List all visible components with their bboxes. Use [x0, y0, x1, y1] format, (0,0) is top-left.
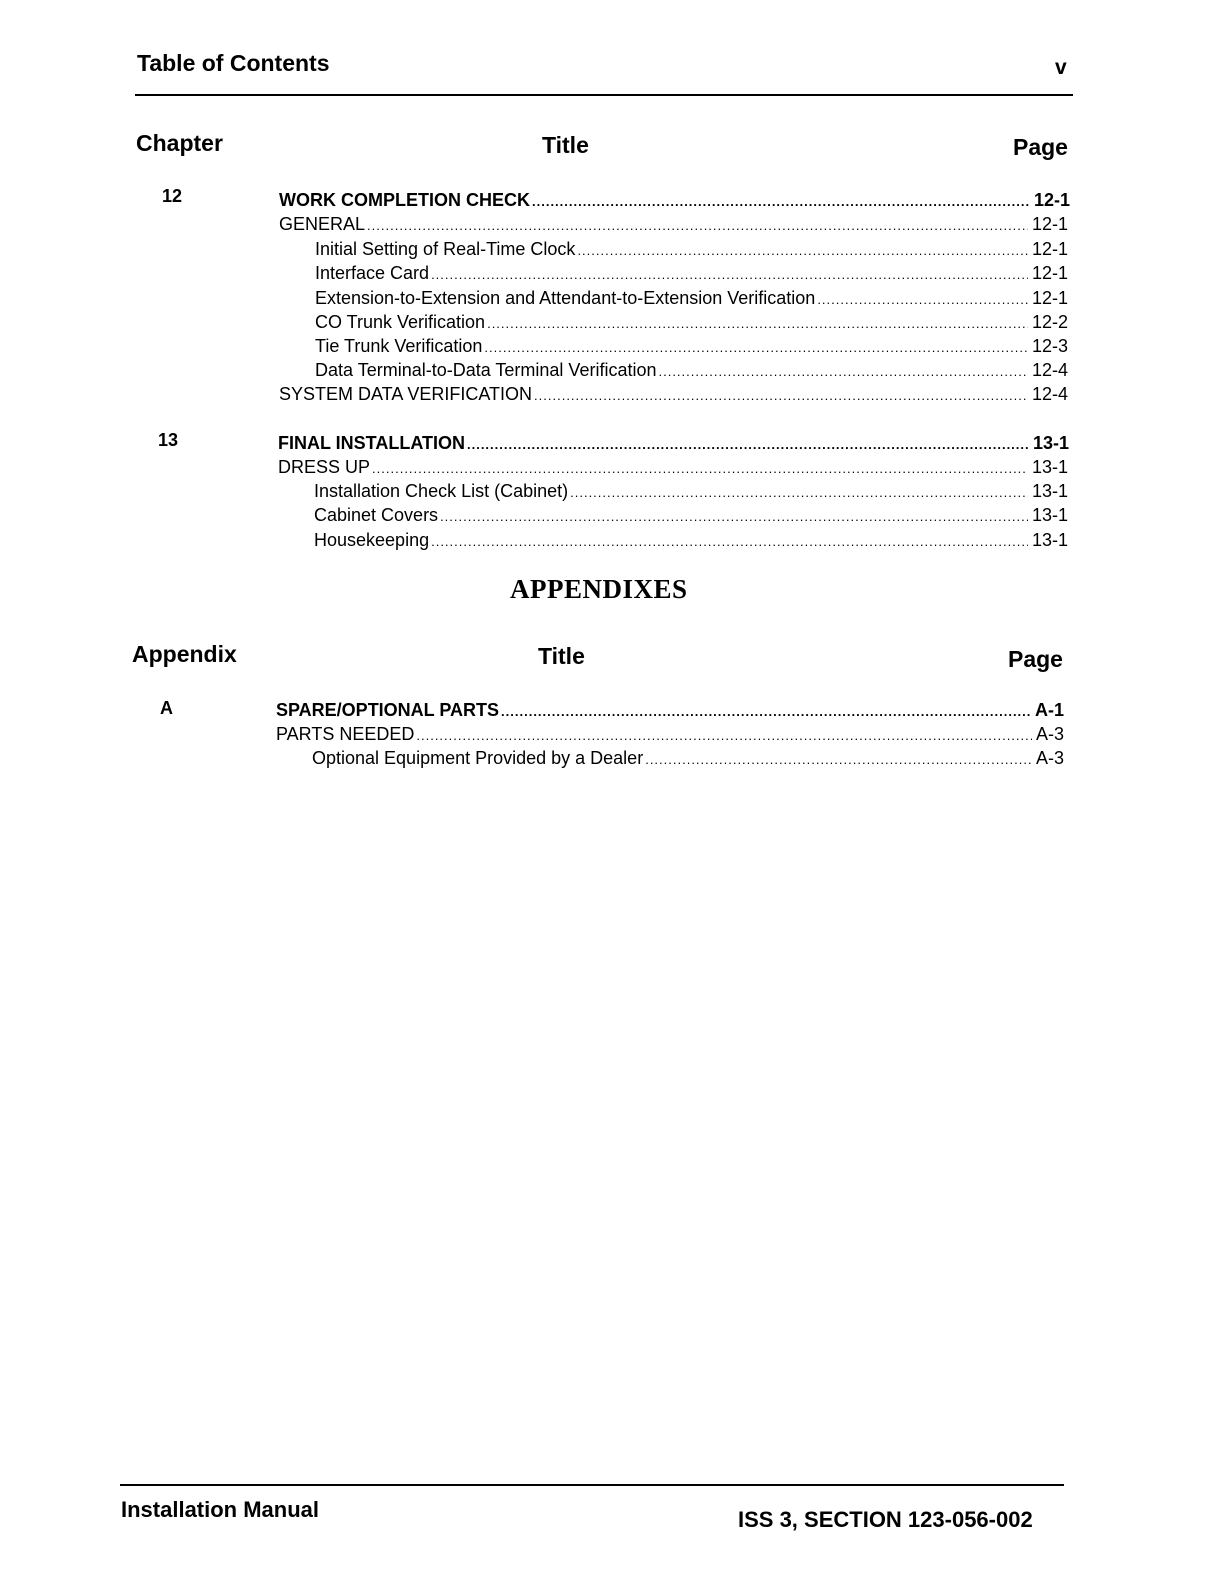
toc-entry[interactable] [314, 528, 1068, 552]
toc-entry-title: Housekeeping [314, 530, 430, 550]
toc-chapter-entry[interactable] [278, 431, 1069, 455]
toc-entry[interactable] [315, 334, 1068, 358]
toc-entry-page: 12-1 [1031, 288, 1068, 308]
leader-dots [817, 288, 1028, 312]
leader-dots [367, 214, 1028, 238]
toc-entry[interactable] [314, 479, 1068, 503]
leader-dots [501, 700, 1031, 724]
toc-entry-title: Initial Setting of Real-Time Clock [315, 239, 576, 259]
page-header-title: Table of Contents [137, 50, 330, 76]
leader-dots [645, 748, 1032, 772]
footer-manual-title: Installation Manual [121, 1497, 320, 1522]
toc-entry-title: DRESS UP [278, 457, 371, 477]
appendixes-heading: APPENDIXES [510, 574, 688, 604]
toc-entry[interactable] [315, 286, 1068, 310]
toc-entry-page: 12-2 [1031, 312, 1068, 332]
toc-entry[interactable] [315, 261, 1068, 285]
chapter-number: 13 [158, 430, 179, 450]
leader-dots [532, 190, 1030, 214]
appendix-letter: A [160, 698, 173, 718]
leader-dots [431, 263, 1028, 287]
toc-entry[interactable] [315, 237, 1068, 261]
toc-entry[interactable] [279, 212, 1068, 236]
leader-dots [372, 457, 1028, 481]
toc-entry-page: 12-1 [1031, 239, 1068, 259]
toc-entry[interactable] [312, 746, 1064, 770]
leader-dots [487, 312, 1028, 336]
toc-entry-title: Data Terminal-to-Data Terminal Verification [315, 360, 657, 380]
toc-entry-title: FINAL INSTALLATION [278, 433, 465, 453]
column-heading-page: Page [1008, 646, 1063, 672]
toc-entry-page: 13-1 [1031, 457, 1068, 477]
toc-entry-page: 12-3 [1031, 336, 1068, 356]
toc-entry[interactable] [279, 382, 1068, 406]
leader-dots [467, 433, 1029, 457]
column-heading-appendix: Appendix [132, 641, 237, 667]
toc-entry[interactable] [276, 722, 1064, 746]
toc-entry-title: SYSTEM DATA VERIFICATION [279, 384, 533, 404]
toc-entry[interactable] [315, 310, 1068, 334]
toc-appendix-entry[interactable] [276, 698, 1064, 722]
toc-entry-page: 12-1 [1031, 214, 1068, 234]
toc-entry-page: 13-1 [1032, 433, 1069, 453]
leader-dots [431, 530, 1028, 554]
toc-entry-title: CO Trunk Verification [315, 312, 486, 332]
toc-entry-title: GENERAL [279, 214, 366, 234]
header-rule [135, 94, 1073, 96]
footer-rule [120, 1484, 1064, 1486]
chapter-number: 12 [162, 186, 183, 206]
column-heading-page: Page [1013, 134, 1068, 160]
leader-dots [416, 724, 1032, 748]
leader-dots [484, 336, 1028, 360]
leader-dots [534, 384, 1028, 408]
toc-entry-title: PARTS NEEDED [276, 724, 415, 744]
toc-entry-title: WORK COMPLETION CHECK [279, 190, 530, 210]
toc-entry-page: 12-4 [1031, 384, 1068, 404]
toc-entry-page: 13-1 [1031, 481, 1068, 501]
column-heading-title: Title [542, 132, 589, 158]
footer-section-id: ISS 3, SECTION 123-056-002 [738, 1507, 1033, 1532]
toc-entry-title: Interface Card [315, 263, 430, 283]
toc-entry[interactable] [278, 455, 1068, 479]
leader-dots [658, 360, 1027, 384]
toc-entry-page: 12-4 [1031, 360, 1068, 380]
leader-dots [440, 505, 1028, 529]
toc-entry-title: Optional Equipment Provided by a Dealer [312, 748, 644, 768]
toc-entry-page: A-1 [1034, 700, 1064, 720]
toc-entry[interactable] [315, 358, 1068, 382]
toc-entry[interactable] [314, 503, 1068, 527]
leader-dots [570, 481, 1028, 505]
toc-entry-title: Cabinet Covers [314, 505, 439, 525]
toc-entry-title: Installation Check List (Cabinet) [314, 481, 569, 501]
toc-chapter-entry[interactable] [279, 188, 1070, 212]
toc-entry-page: 13-1 [1031, 530, 1068, 550]
toc-entry-page: 12-1 [1031, 263, 1068, 283]
toc-entry-title: Extension-to-Extension and Attendant-to-Extension Verification [315, 288, 816, 308]
toc-entry-page: A-3 [1035, 724, 1064, 744]
toc-entry-page: 13-1 [1031, 505, 1068, 525]
toc-entry-page: 12-1 [1033, 190, 1070, 210]
toc-entry-title: Tie Trunk Verification [315, 336, 483, 356]
column-heading-title: Title [538, 643, 585, 669]
page-numeral: v [1055, 56, 1067, 79]
column-heading-chapter: Chapter [136, 130, 223, 156]
toc-entry-page: A-3 [1035, 748, 1064, 768]
leader-dots [577, 239, 1028, 263]
toc-entry-title: SPARE/OPTIONAL PARTS [276, 700, 500, 720]
